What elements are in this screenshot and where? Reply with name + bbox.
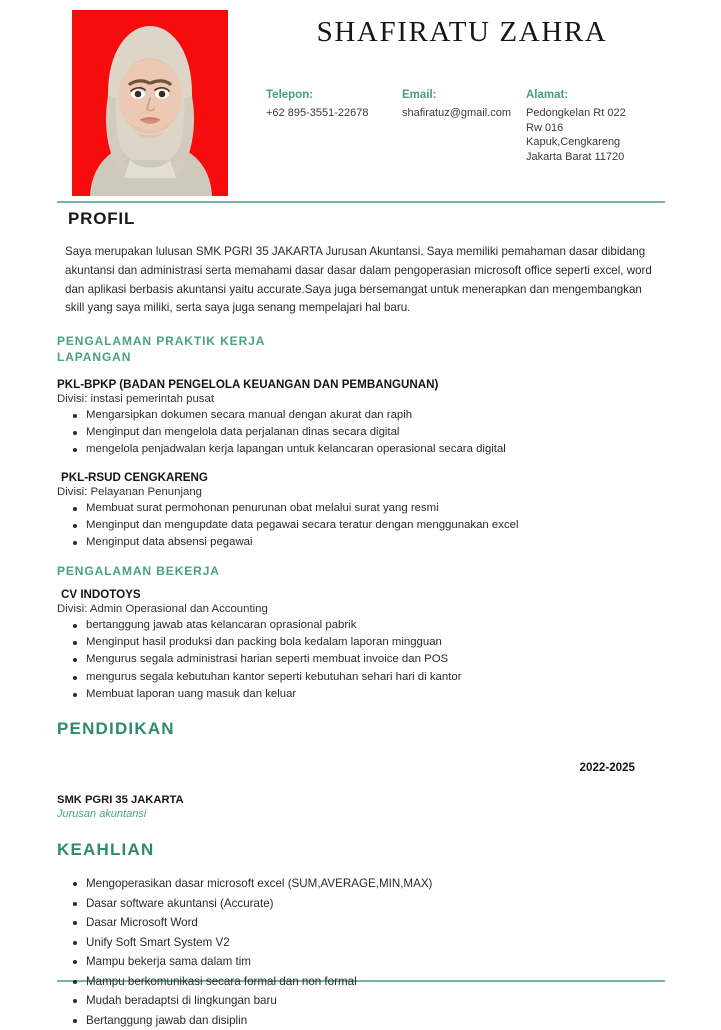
address-line-3: Kapuk,Cengkareng <box>526 136 621 149</box>
list-item: mengelola penjadwalan kerja lapangan untuk kelancaran operasional secara digital <box>86 441 721 458</box>
portrait-illustration <box>72 10 228 196</box>
education-school: SMK PGRI 35 JAKARTA <box>57 794 184 807</box>
candidate-name: SHAFIRATU ZAHRA <box>316 16 608 48</box>
section-title-internship-line2: LAPANGAN <box>57 349 132 364</box>
section-title-work: PENGALAMAN BEKERJA <box>57 563 220 578</box>
entry-division: Divisi: instasi pemerintah pusat <box>57 392 215 405</box>
email-value: shafiratuz@gmail.com <box>402 107 511 120</box>
education-date: 2022-2025 <box>579 761 635 775</box>
section-title-skills: KEAHLIAN <box>57 840 155 860</box>
list-item: Menginput hasil produksi dan packing bola kedalam laporan mingguan <box>86 634 721 651</box>
contact-address <box>526 88 668 164</box>
education-major: Jurusan akuntansi <box>57 808 147 821</box>
section-title-internship-line1: PENGALAMAN PRAKTIK KERJA <box>57 334 266 349</box>
entry-division: Divisi: Pelayanan Penunjang <box>57 485 203 498</box>
list-item: Membuat surat permohonan penurunan obat melalui surat yang resmi <box>86 500 721 517</box>
list-item: Bertanggung jawab dan disiplin <box>86 1011 721 1030</box>
internship-entry-1 <box>0 378 721 459</box>
address-line-4: Jakarta Barat 11720 <box>526 150 625 163</box>
list-item: Membuat laporan uang masuk dan keluar <box>86 686 721 703</box>
list-item: Dasar Microsoft Word <box>86 913 721 932</box>
skills-list <box>0 874 721 1030</box>
list-item: Dasar software akuntansi (Accurate) <box>86 894 721 913</box>
section-title-education: PENDIDIKAN <box>57 719 175 739</box>
list-item: Menginput dan mengelola data perjalanan dinas secara digital <box>86 424 721 441</box>
email-label: Email: <box>402 89 437 101</box>
resume-content <box>0 203 721 1030</box>
profile-text: Saya merupakan lulusan SMK PGRI 35 JAKARTA Jurusan Akuntansi. Saya memiliki pemahaman dasar dibidang akuntansi dan administrasi serta memahami dasar dasar dalam pengoperasian microsoft office seperti excel, word dan aplikasi berbasis akuntansi yaitu accurate.Saya juga bersemangat untuk menerapkan dan mengembangkan skill yang saya miliki, serta saya juga senang mempelajari hal baru. <box>65 245 652 315</box>
resume-header <box>0 0 721 196</box>
list-item: mengurus segala kebutuhan kantor seperti kebutuhan sehari hari di kantor <box>86 669 721 686</box>
address-line-1: Pedongkelan Rt 022 <box>526 107 626 120</box>
profile-photo <box>72 10 228 196</box>
list-item: Mampu bekerja sama dalam tim <box>86 952 721 971</box>
phone-value: +62 895-3551-22678 <box>266 107 369 120</box>
list-item: Menginput data absensi pegawai <box>86 534 721 551</box>
entry-bullets <box>0 617 721 704</box>
list-item: Menginput dan mengupdate data pegawai secara teratur dengan menggunakan excel <box>86 517 721 534</box>
work-entry-1 <box>0 588 721 704</box>
entry-bullets <box>0 407 721 459</box>
contact-phone <box>266 88 402 164</box>
entry-title: PKL-BPKP (BADAN PENGELOLA KEUANGAN DAN PEMBANGUNAN) <box>57 377 439 391</box>
internship-entry-2 <box>0 471 721 552</box>
list-item: Mengurus segala administrasi harian seperti membuat invoice dan POS <box>86 651 721 668</box>
phone-label: Telepon: <box>266 89 314 101</box>
entry-title: PKL-RSUD CENGKARENG <box>61 470 208 484</box>
entry-title: CV INDOTOYS <box>61 587 141 601</box>
contact-block <box>266 88 668 164</box>
list-item: Unify Soft Smart System V2 <box>86 933 721 952</box>
list-item: Mudah beradaptsi di lingkungan baru <box>86 991 721 1010</box>
address-line-2: Rw 016 <box>526 121 564 134</box>
entry-division: Divisi: Admin Operasional dan Accounting <box>57 602 268 615</box>
list-item: Mampu berkomunikasi secara formal dan non formal <box>86 972 721 991</box>
address-label: Alamat: <box>526 89 569 101</box>
list-item: Mengoperasikan dasar microsoft excel (SUM,AVERAGE,MIN,MAX) <box>86 874 721 893</box>
contact-email <box>402 88 526 164</box>
section-title-profile: PROFIL <box>68 209 136 228</box>
list-item: Mengarsipkan dokumen secara manual dengan akurat dan rapih <box>86 407 721 424</box>
entry-bullets <box>0 500 721 552</box>
list-item: bertanggung jawab atas kelancaran oprasional pabrik <box>86 617 721 634</box>
